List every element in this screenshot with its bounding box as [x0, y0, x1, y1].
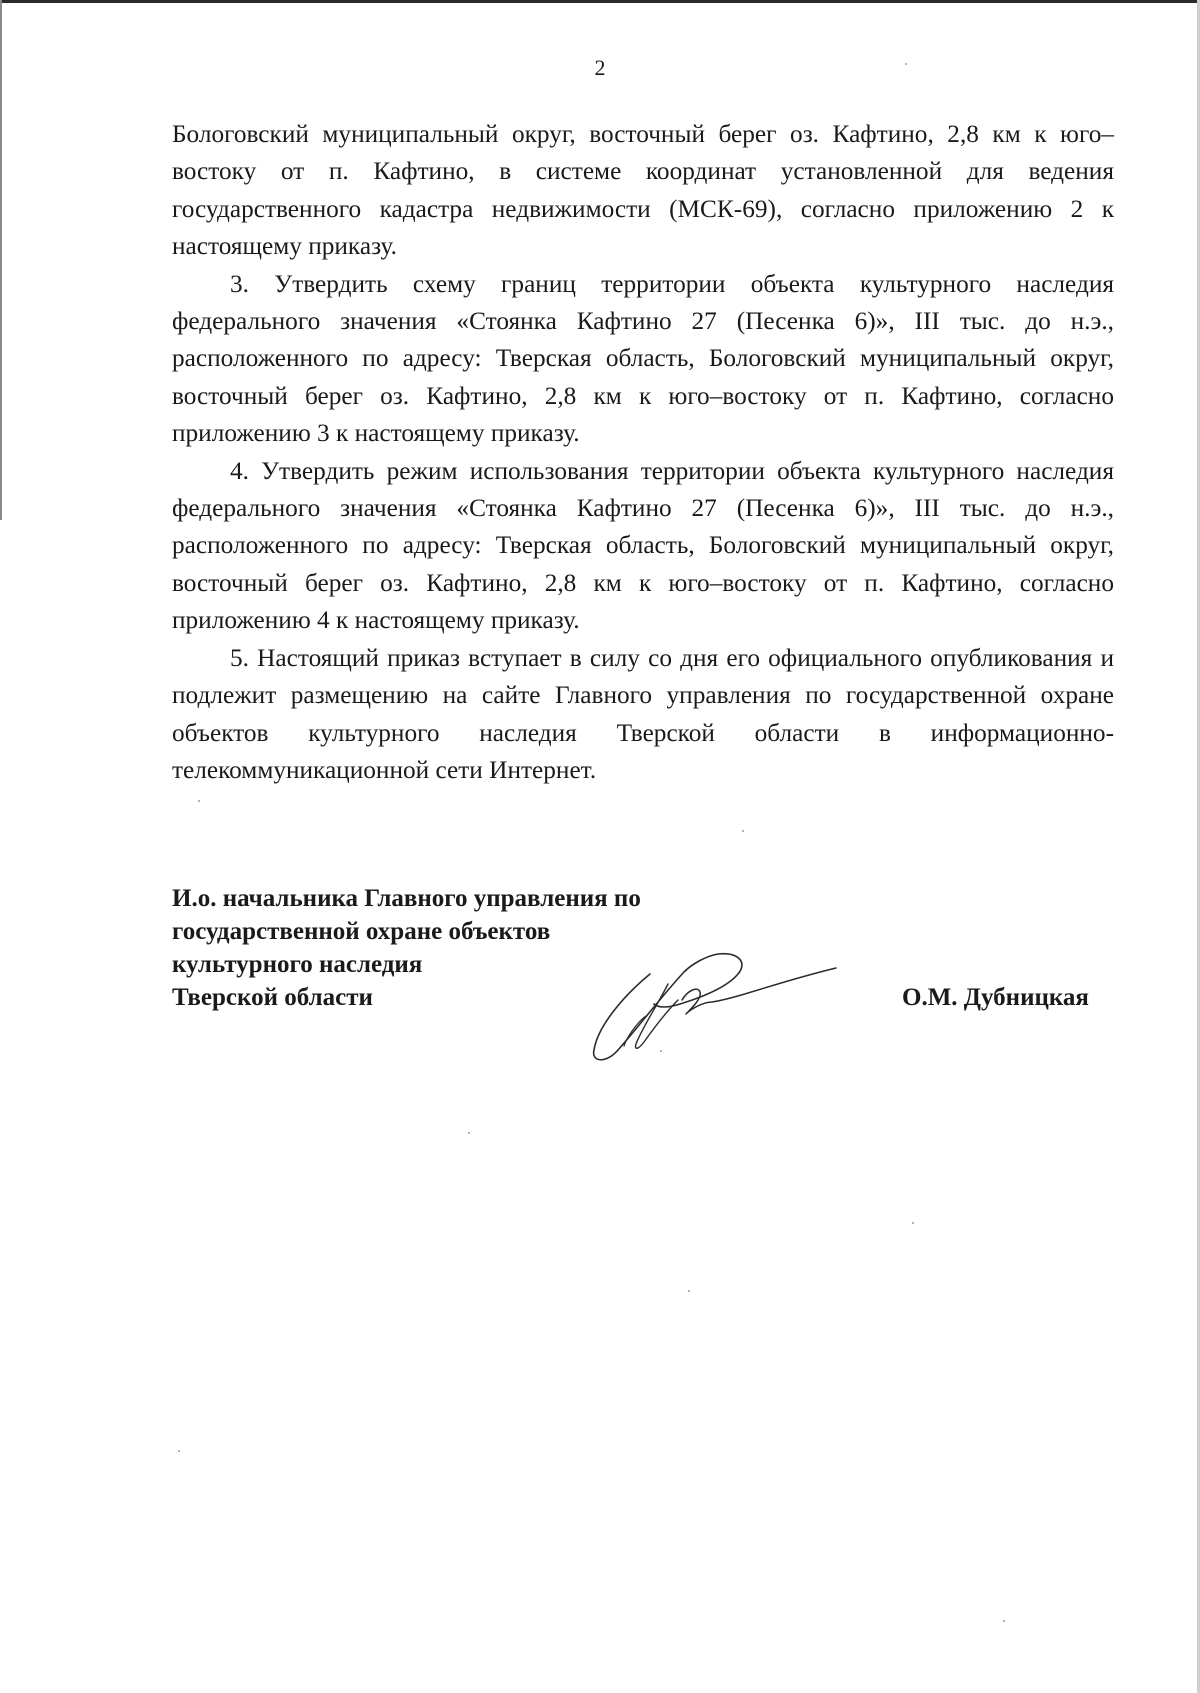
- scan-speck: [660, 1050, 662, 1052]
- scan-speck: [905, 63, 907, 65]
- paragraph-item-5: 5. Настоящий приказ вступает в силу со дня его официального опубликования и подлежит размещению на сайте Главного управления по государственной охране объектов культурного наследия Тверской области в информационно-телекоммуникационной сети Интернет.: [172, 643, 1114, 784]
- signatory-position-line: государственной охране объектов: [172, 918, 551, 945]
- scan-speck: [688, 1290, 690, 1292]
- handwritten-signature: [588, 946, 838, 1066]
- signatory-position-line: Тверской области: [172, 984, 373, 1011]
- scan-speck: [1003, 1620, 1005, 1622]
- scan-speck: [742, 830, 744, 832]
- order-body: [172, 116, 1114, 789]
- paragraph-item-4: 4. Утвердить режим использования территории объекта культурного наследия федерального значения «Стоянка Кафтино 27 (Песенка 6)», III тыс. до н.э., расположенного по адресу: Тверская область, Бологовский муниципальный округ, восточный берег оз. Кафтино, 2,8 км к юго–востоку от п. Кафтино, согласно приложению 4 к настоящему приказу.: [172, 456, 1114, 635]
- paragraph-item-3: 3. Утвердить схему границ территории объекта культурного наследия федерального значения «Стоянка Кафтино 27 (Песенка 6)», III тыс. до н.э., расположенного по адресу: Тверская область, Бологовский муниципальный округ, восточный берег оз. Кафтино, 2,8 км к юго–востоку от п. Кафтино, согласно приложению 3 к настоящему приказу.: [172, 269, 1114, 448]
- scan-speck: [178, 1450, 180, 1452]
- signatory-position-line: культурного наследия: [172, 951, 423, 978]
- scan-speck: [912, 1222, 914, 1224]
- signatory-position-line: И.о. начальника Главного управления по: [172, 885, 641, 912]
- scan-speck: [198, 800, 200, 802]
- scan-speck: [468, 1132, 470, 1134]
- signatory-name: О.М. Дубницкая: [902, 984, 1089, 1011]
- scan-edge-top: [0, 0, 1200, 3]
- page-number: 2: [594, 55, 606, 80]
- paragraph-continuation: Бологовский муниципальный округ, восточный берег оз. Кафтино, 2,8 км к юго–востоку от п. Кафтино, в системе координат установленной для ведения государственного кадастра недвижимости (МСК-69), согласно приложению 2 к настоящему приказу.: [172, 120, 1114, 261]
